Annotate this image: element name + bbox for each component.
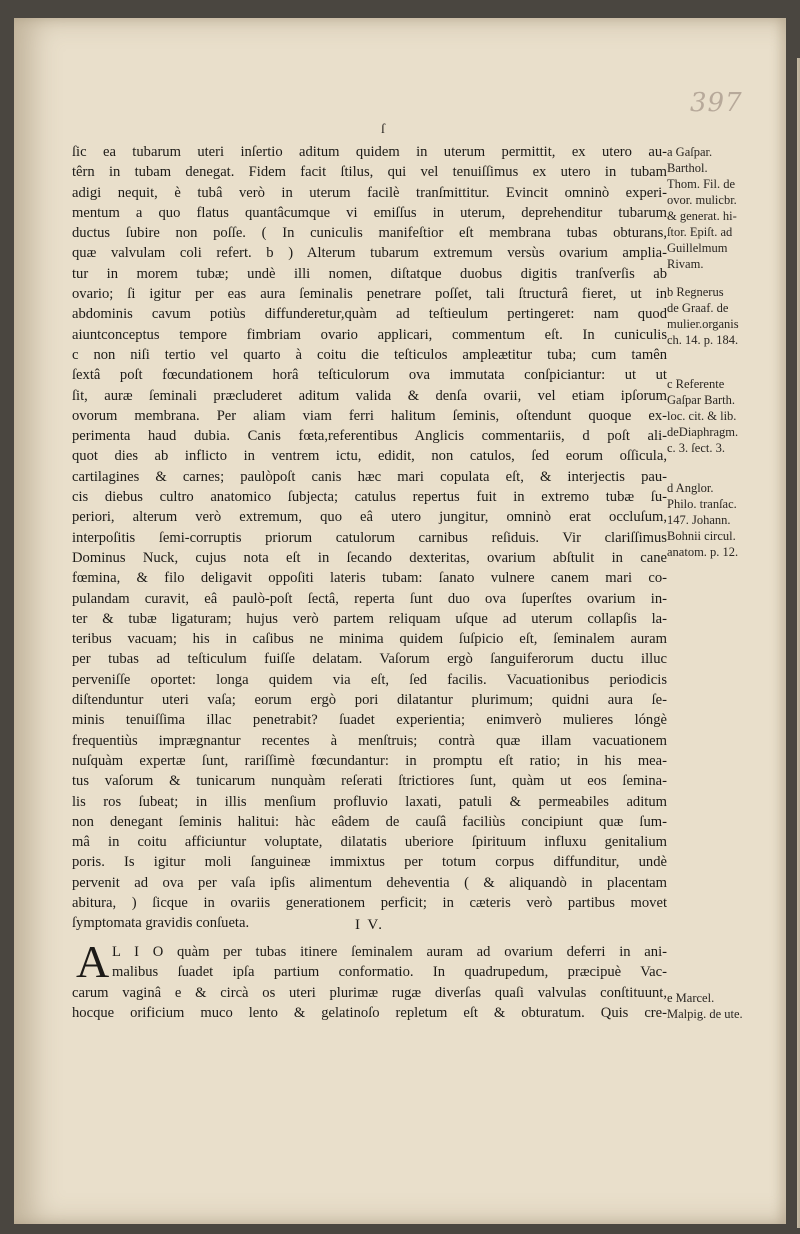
margin-note-line: e Marcel. — [667, 991, 715, 1005]
text-line: ſic ea tubarum uteri inſertio aditum quidem in uterum permittit, ex utero au- — [72, 144, 667, 160]
margin-note — [667, 990, 785, 1022]
text-line: mâ in coitu afficiuntur voluptate, dilatatis uberiore ſpirituum influxu genitalium — [72, 834, 667, 851]
margin-note-line: Guillelmum — [667, 241, 728, 255]
margin-note-line: deDiaphragm. — [667, 425, 739, 439]
text-line: aiuntconceptus tempore fimbriam ovario applicari, commentum eſt. In cuniculis — [72, 326, 667, 343]
page-number: 397 — [690, 88, 743, 118]
text-line: cis diebus cultro anatomico ſubjecta; catulus repertus fuit in extremo tubæ ſu- — [72, 489, 667, 506]
margin-note-line: Philo. tranſac. — [667, 497, 737, 511]
margin-note-line: Bohnii circul. — [667, 529, 736, 543]
text-line: quæ valvulam coli refert. b ) Alterum tubarum extremum versùs ovarium amplia- — [72, 245, 667, 262]
drop-capital: A — [76, 936, 110, 987]
margin-note — [667, 284, 785, 348]
text-line: ovorum membrana. Per aliam viam ferri halitum ſeminis, oſtendunt quoque ex- — [72, 407, 667, 424]
margin-note-line: anatom. p. 12. — [667, 545, 739, 559]
main-text-column — [72, 142, 667, 1021]
text-line: carum vaginâ e & circà os uteri plurimæ rugæ diverſas quaſi valvulas conſtituunt, — [72, 984, 667, 1001]
text-line: ſymptomata gravidis conſueta. — [72, 915, 250, 932]
text-line: c non niſi tertio vel quarto à coitu die teſticulos ampleætitur tuba; cum tamên — [72, 346, 667, 363]
margin-note — [667, 480, 785, 560]
text-line: pulandam curavit, eâ paulò-poſt ſectâ, reperta ſunt duo ova ſuperſtes ovarium in- — [72, 590, 667, 607]
text-line: malibus ſuadet ipſa partium conformatio. In quadrupedum, præcipuè Vac- — [112, 964, 667, 981]
text-line: ovario; ſi igitur per eas aura ſeminalis penetrare poſſet, tali ſtructurâ fieret, ut in — [72, 286, 667, 303]
text-line: tur in morem tubæ; undè illi nomen, diſtatque duobus digitis tranſverſis ab — [72, 265, 667, 282]
text-line: ſextâ poſt fœcundationem horâ teſticulorum ova immutata conſpiciantur: ut ut — [72, 367, 667, 384]
text-line: ſit, auræ ſeminali præcluderet aditum valida & denſa ovarii, vel etiam ipſorum — [72, 387, 667, 404]
text-line: teribus vacuam; his in caſibus ne minima quidem ſuſpicio eſt, ſeminalem auram — [72, 631, 667, 648]
margin-note-line: d Anglor. — [667, 481, 714, 495]
section-heading: I V. — [354, 917, 385, 933]
text-line: tus vaſorum & tunicarum nunquàm reſerati ſtrictiores ſunt, quàm ut eos ſemina- — [72, 773, 667, 790]
margin-note-line: Gaſpar Barth. — [667, 393, 736, 407]
text-line: têrn in tubam denegat. Fidem facit ſtilus, qui vel tenuiſſimus ex utero in tubam — [72, 164, 667, 181]
margin-note — [667, 144, 785, 272]
text-line: interpoſitis ſemi-corruptis priorum catulorum carnibus reſiduis. Vir clariſſimus — [72, 529, 667, 546]
text-line: mentum a quo flatus quantâcumque vi emiſſus in uterum, deprehenditur tubarum — [72, 204, 667, 221]
margin-note-line: Thom. Fil. de — [667, 177, 736, 191]
text-line: periori, alterum verò extremum, quo eâ utero jungitur, omninò erat occluſum, — [72, 509, 667, 526]
margin-note-line: Barthol. — [667, 161, 708, 175]
text-line: abitura, ) ſicque in ovariis generationem perficit; in cæteris verò partibus movet — [72, 894, 667, 911]
margin-note-line: loc. cit. & lib. — [667, 409, 737, 423]
margin-note-line: c Referente — [667, 377, 725, 391]
signature-mark: ſ — [381, 122, 385, 137]
text-line: lis ros ſubeat; in illis menſium profluvio laxati, patuli & permeabiles aditum — [72, 793, 667, 810]
margin-note — [667, 376, 785, 456]
text-line: Dominus Nuck, cujus nota eſt in ſecando dexteritas, ovarium abſtulit in cane — [72, 549, 667, 566]
margin-note-line: mulier.organis — [667, 317, 739, 331]
text-line: minis tenuiſſima illac penetrabit? ſuadet experientia; enimverò mulieres lóngè — [72, 712, 667, 729]
margin-note-line: ſtor. Epiſt. ad — [667, 225, 733, 239]
text-line: pervenit ad ova per vaſa ipſis alimentum deheventia ( & aliquandò in placentam — [72, 874, 667, 891]
text-line: non denegant ſeminis halitui: hàc eâdem de cauſâ faciliùs concipiunt quæ ſum- — [72, 813, 667, 830]
margin-note-line: 147. Johann. — [667, 513, 731, 527]
margin-note-line: b Regnerus — [667, 285, 724, 299]
text-line: perimenta haud dubia. Canis fœta,referentibus Anglicis commentariis, d poſt ali- — [72, 428, 667, 445]
paragraph-2 — [72, 942, 667, 1023]
text-line: cartilagines & carnes; paulòpoſt canis hæc mari copulata eſt, & interjectis pau- — [72, 468, 667, 485]
text-line: per tubas ad teſticulum fuiſſe delatam. Vaſorum ergò ſanguiferorum ductu illuc — [72, 651, 667, 668]
book-page — [14, 18, 786, 1224]
paragraph-1 — [72, 142, 667, 934]
margin-note-line: Malpig. de ute. — [667, 1007, 743, 1021]
text-line: quot dies ab inflicto in ventrem ictu, edidit, non catulos, ſed eorum oſſicula, — [72, 448, 667, 465]
margin-note-line: Rivam. — [667, 257, 704, 271]
text-line: ductus ſubire non poſſe. ( In cuniculis manifeſtior eſt membrana tubas obturans, — [72, 225, 667, 242]
text-line: perveniſſe oportet: longa quidem via eſt, ſed facilis. Vacuationibus periodicis — [72, 671, 667, 688]
text-line: adigi nequit, è tubâ verò in uterum facilè tranſmittitur. Evincit omninò experi- — [72, 184, 667, 201]
text-line: poris. Is igitur moli ſanguineæ immixtus per totum corpus diffunditur, undè — [72, 854, 667, 871]
margin-note-line: c. 3. ſect. 3. — [667, 441, 725, 455]
margin-note-line: & generat. hi- — [667, 209, 737, 223]
margin-note-line: ch. 14. p. 184. — [667, 333, 739, 347]
text-line: L I O quàm per tubas itinere ſeminalem auram ad ovarium deferri in ani- — [112, 944, 667, 960]
text-line: frequentiùs imprægnantur recentes à menſtruis; contrà quæ illam vacuationem — [72, 732, 667, 749]
margin-note-line: ovor. mulicbr. — [667, 193, 737, 207]
text-line: hocque orificium muco lento & gelatinoſo repletum eſt & obturatum. Quis cre- — [72, 1004, 667, 1021]
margin-note-line: de Graaf. de — [667, 301, 729, 315]
text-line: fœmina, & filo deligavit oppoſiti lateris tubam: ſanato vulnere canem mari co- — [72, 570, 667, 587]
text-line: nuſquàm expertæ ſunt, rariſſimè fœcundantur: in promptu eſt ratio; in his mea- — [72, 752, 667, 769]
text-line: diſtenduntur uteri vaſa; eorum ergò pori dilatantur plurimum; quidni aura ſe- — [72, 692, 667, 709]
margin-note-line: a Gaſpar. — [667, 145, 713, 159]
text-line: abdominis cavum potiùs diffunderetur,quàm ad teſtieulum pertingeret: nam quod — [72, 306, 667, 323]
text-line: ter & tubæ ligaturam; hujus verò partem reliquam uſque ad uterum collapſis la- — [72, 610, 667, 627]
